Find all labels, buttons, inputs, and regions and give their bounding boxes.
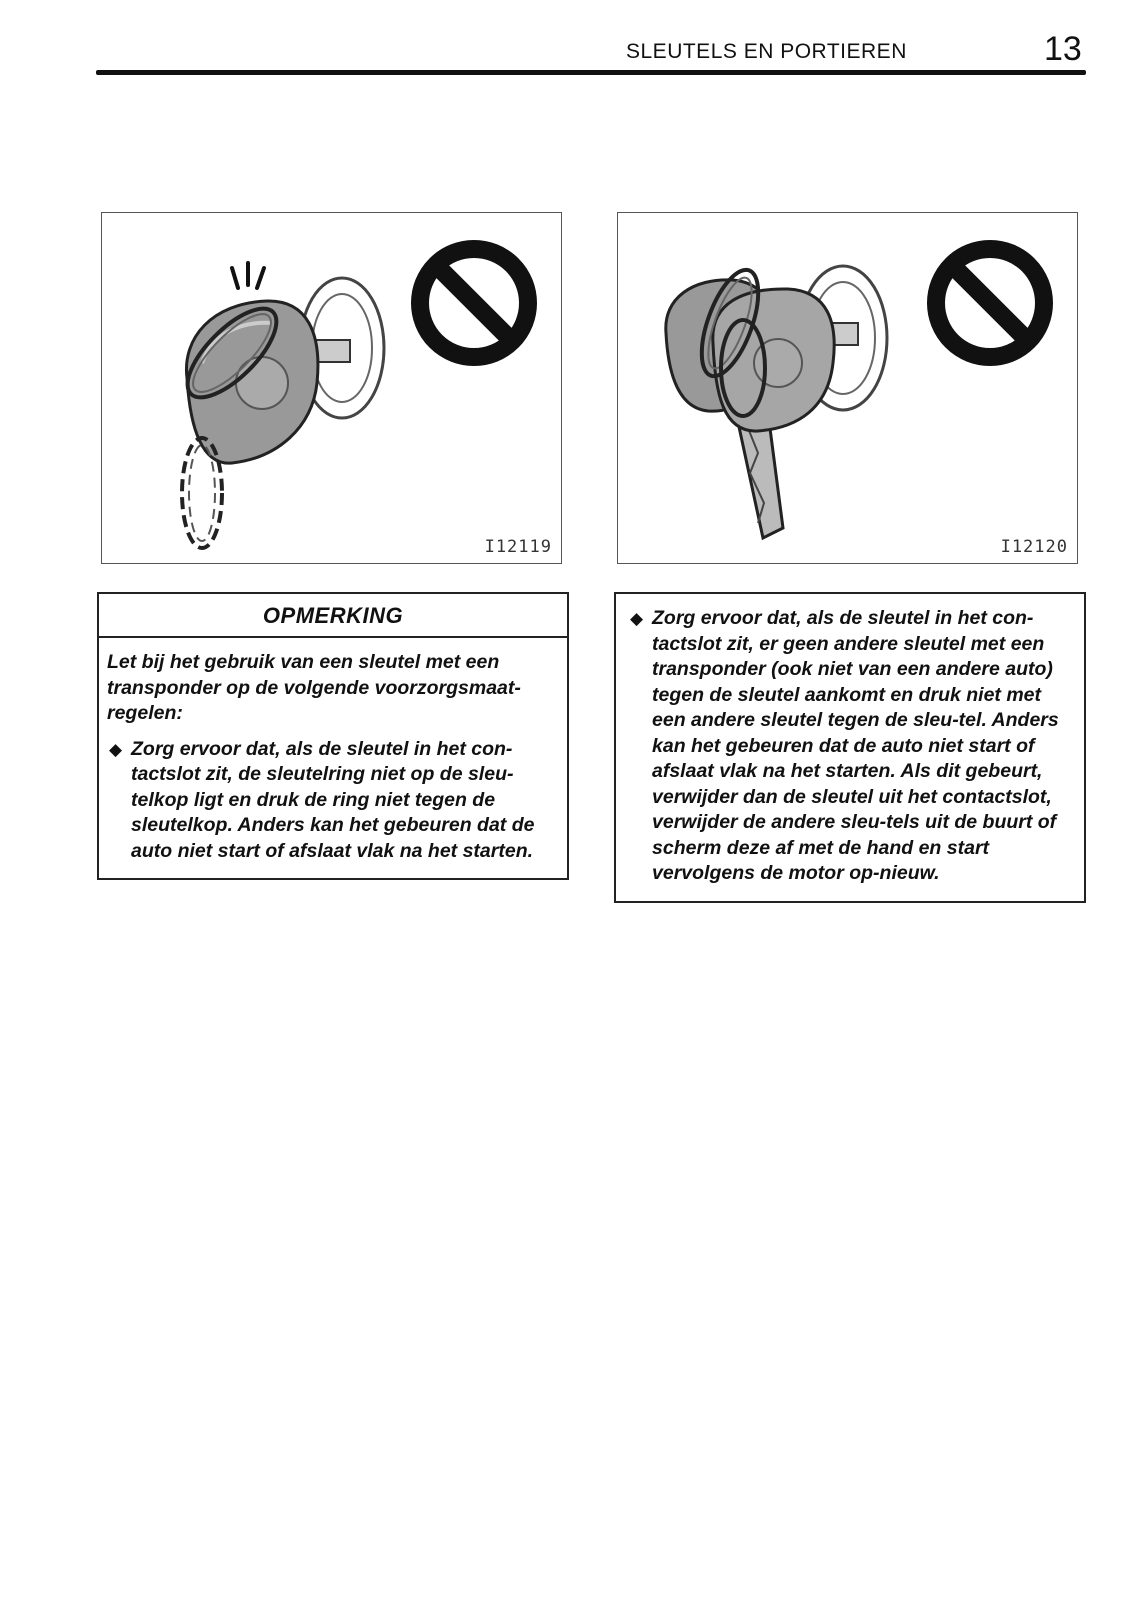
page-number: 13: [1044, 30, 1082, 68]
notice-bullet-text: Zorg ervoor dat, als de sleutel in het con-tactslot zit, er geen andere sleutel met een transponder (ook niet van een andere auto) tegen de sleutel aankomt en druk niet met een andere sleutel tegen de sleu-tel. Anders kan het gebeuren dat de auto niet start of afslaat vlak na het starten. Als dit gebeurt, verwijder dan de sleutel uit het contactslot, verwijder de andere sleu-tels uit de buurt of scherm deze af met de hand en start vervolgens de motor op-nieuw.: [652, 607, 1059, 884]
notice-bullet: [107, 737, 557, 865]
prohibited-icon: [936, 249, 1044, 357]
notice-box: [97, 592, 569, 880]
notice-heading: OPMERKING: [99, 594, 567, 638]
notice-box-continued: [614, 592, 1086, 903]
section-title: SLEUTELS EN PORTIEREN: [626, 40, 907, 63]
diamond-bullet-icon: ◆: [630, 609, 644, 628]
key-ring-illustration: [102, 213, 563, 565]
notice-bullet: [628, 606, 1074, 887]
notice-body: [99, 638, 567, 878]
prohibited-icon: [420, 249, 528, 357]
figure-key-ring-on-key-head: [101, 212, 562, 564]
header-rule: [96, 70, 1086, 75]
notice-intro: Let bij het gebruik van een sleutel met een transponder op de volgende voorzorgsmaat-regelen:: [107, 651, 521, 724]
notice-bullet-text: Zorg ervoor dat, als de sleutel in het con-tactslot zit, de sleutelring niet op de sleu-telkop ligt en druk de ring niet tegen de sleutelkop. Anders kan het gebeuren dat de auto niet start of afslaat vlak na het starten.: [131, 737, 535, 862]
figure-code: I12119: [484, 537, 552, 557]
figure-two-keys-touching: [617, 212, 1078, 564]
diamond-bullet-icon: ◆: [109, 739, 123, 759]
figure-code: I12120: [1000, 537, 1068, 557]
two-keys-illustration: [618, 213, 1079, 565]
